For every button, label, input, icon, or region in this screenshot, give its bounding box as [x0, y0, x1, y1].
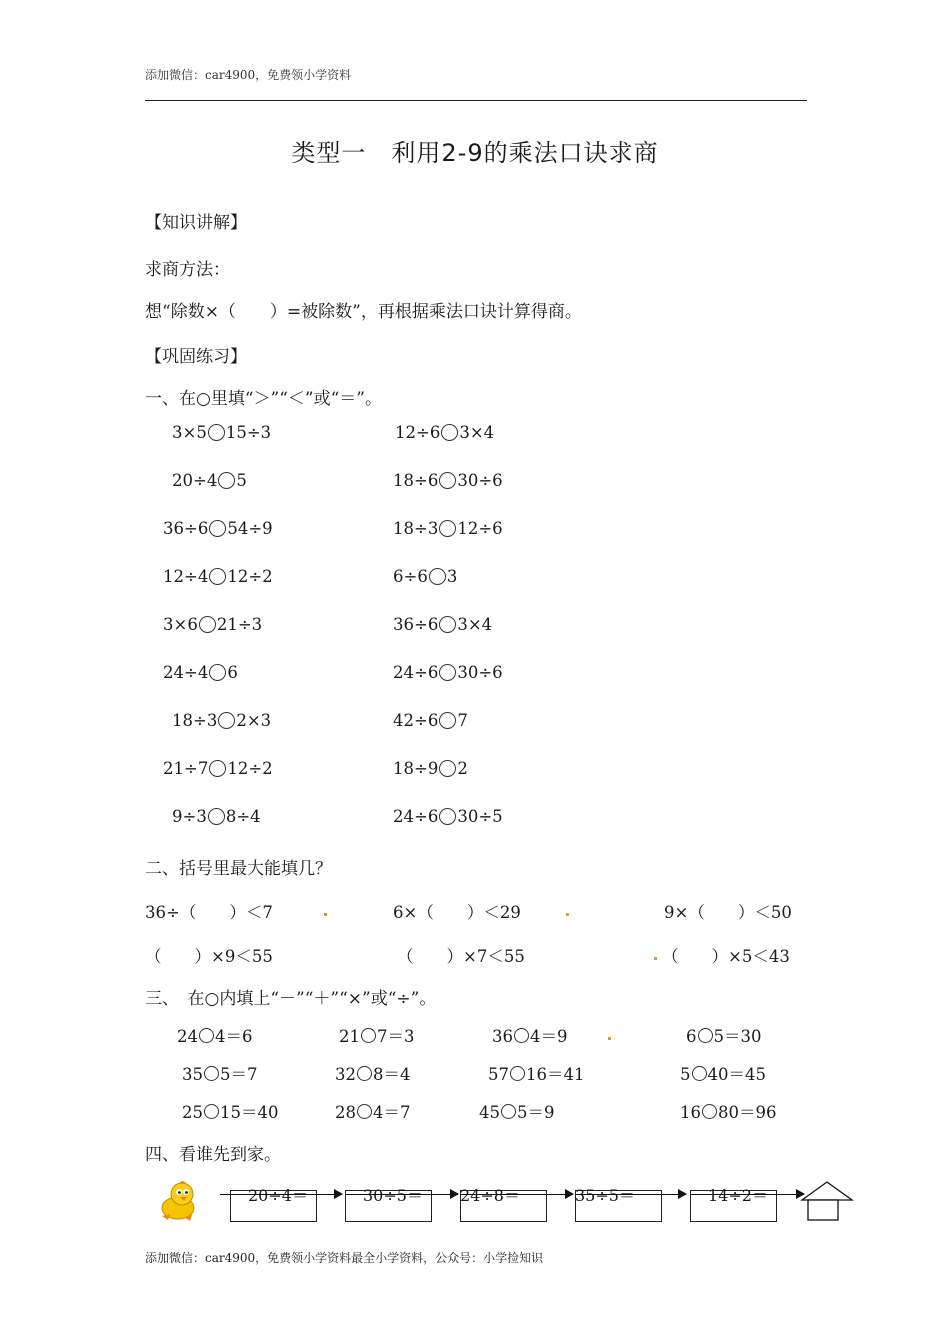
arrow-head: [450, 1189, 459, 1199]
expr-right: 21÷3: [216, 615, 263, 634]
expr-left: 21÷7: [163, 759, 209, 778]
decorative-dot: [608, 1037, 611, 1040]
expr-right: 30÷5: [457, 807, 503, 826]
compare-circle[interactable]: [439, 520, 456, 537]
arrow-line: [690, 1194, 804, 1195]
race-expression: 20÷4＝: [248, 1186, 308, 1205]
method-text: 想“除数×（ ）=被除数”，再根据乘法口诀计算得商。: [145, 302, 582, 322]
compare-circle[interactable]: [439, 616, 456, 633]
expr-left: 24÷6: [393, 807, 439, 826]
operand: 36: [492, 1027, 513, 1046]
compare-circle[interactable]: [199, 1028, 214, 1043]
compare-circle[interactable]: [510, 1066, 525, 1081]
compare-circle[interactable]: [692, 1066, 707, 1081]
compare-circle[interactable]: [357, 1066, 372, 1081]
comparison-left: [163, 567, 273, 586]
expr-right: 30÷6: [457, 471, 503, 490]
comparison-right: [393, 567, 457, 586]
comparison-right: [393, 711, 468, 730]
page-title: 类型一 利用2-9的乘法口诀求商: [291, 139, 659, 167]
compare-circle[interactable]: [218, 712, 235, 729]
s2-item: （ ）×9＜55: [145, 947, 273, 966]
comparison-left: [172, 807, 261, 826]
s2-item: （ ）×5＜43: [662, 947, 790, 966]
operand-result: 4＝6: [215, 1027, 253, 1046]
expr-left: 12÷4: [163, 567, 209, 586]
decorative-dot: [654, 957, 657, 960]
arrow-line: [220, 1194, 342, 1195]
race-expression: 24÷8＝: [460, 1186, 520, 1205]
comparison-right: [393, 807, 503, 826]
section4-title: 四、看谁先到家。: [145, 1145, 281, 1165]
expr-right: 12÷2: [227, 567, 273, 586]
comparison-right: [393, 759, 468, 778]
operator-equation: [492, 1023, 568, 1047]
decorative-dot: [324, 913, 327, 916]
compare-circle[interactable]: [209, 760, 226, 777]
compare-circle[interactable]: [441, 424, 458, 441]
section2-title: 二、括号里最大能填几？: [145, 859, 332, 879]
expr-left: 18÷3: [393, 519, 439, 538]
comparison-right: [393, 663, 503, 682]
comparison-right: [393, 471, 503, 490]
expr-left: 18÷9: [393, 759, 439, 778]
expr-right: 8÷4: [225, 807, 261, 826]
compare-circle[interactable]: [218, 472, 235, 489]
comparison-right: [393, 615, 492, 634]
operand-result: 7＝3: [377, 1027, 415, 1046]
operand: 6: [686, 1027, 697, 1046]
compare-circle[interactable]: [209, 520, 226, 537]
compare-circle[interactable]: [439, 664, 456, 681]
operand: 32: [335, 1065, 356, 1084]
expr-right: 3×4: [457, 615, 493, 634]
chick-icon: [154, 1180, 204, 1222]
compare-circle[interactable]: [698, 1028, 713, 1043]
compare-circle[interactable]: [439, 472, 456, 489]
knowledge-heading: 【知识讲解】: [145, 213, 247, 233]
comparison-left: [172, 423, 271, 442]
decorative-dot: [566, 913, 569, 916]
section1-title: 一、在○里填“＞”“＜”或“＝”。: [145, 389, 382, 409]
operand: 21: [339, 1027, 360, 1046]
operand: 25: [182, 1103, 203, 1122]
compare-circle[interactable]: [702, 1104, 717, 1119]
expr-right: 6: [227, 663, 238, 682]
expr-left: 12÷6: [395, 423, 441, 442]
expr-right: 2: [457, 759, 468, 778]
expr-left: 6÷6: [393, 567, 428, 586]
comparison-right: [395, 423, 494, 442]
operand-result: 40＝45: [707, 1065, 766, 1084]
compare-circle[interactable]: [514, 1028, 529, 1043]
comparison-left: [163, 615, 262, 634]
compare-circle[interactable]: [204, 1066, 219, 1081]
compare-circle[interactable]: [357, 1104, 372, 1119]
operand: 57: [488, 1065, 509, 1084]
comparison-left: [172, 711, 271, 730]
footer-note: 添加微信：car4900，免费领小学资料最全小学资料，公众号：小学捡知识: [145, 1251, 544, 1265]
operand-result: 4＝9: [530, 1027, 568, 1046]
operator-equation: [680, 1061, 766, 1085]
arrow-head: [334, 1189, 343, 1199]
compare-circle[interactable]: [501, 1104, 516, 1119]
expr-right: 7: [457, 711, 468, 730]
operand-result: 4＝7: [373, 1103, 411, 1122]
operator-equation: [177, 1023, 253, 1047]
s2-item: 36÷（ ）＜7: [145, 903, 273, 922]
compare-circle[interactable]: [429, 568, 446, 585]
comparison-left: [163, 663, 238, 682]
compare-circle[interactable]: [204, 1104, 219, 1119]
compare-circle[interactable]: [208, 808, 225, 825]
expr-left: 20÷4: [172, 471, 218, 490]
expr-left: 42÷6: [393, 711, 439, 730]
compare-circle[interactable]: [209, 568, 226, 585]
race-expression: 14÷2＝: [708, 1186, 768, 1205]
race-expression: 30÷5＝: [363, 1186, 423, 1205]
operand-result: 16＝41: [526, 1065, 585, 1084]
practice-heading: 【巩固练习】: [145, 347, 247, 367]
operand: 24: [177, 1027, 198, 1046]
operand-result: 5＝30: [713, 1027, 762, 1046]
arrow-line: [575, 1194, 686, 1195]
operand-result: 5＝7: [220, 1065, 258, 1084]
compare-circle[interactable]: [439, 712, 456, 729]
expr-left: 36÷6: [163, 519, 209, 538]
arrow-line: [345, 1194, 458, 1195]
s2-item: 9×（ ）＜50: [664, 903, 792, 922]
expr-left: 24÷6: [393, 663, 439, 682]
expr-right: 30÷6: [457, 663, 503, 682]
operator-equation: [335, 1099, 411, 1123]
operand: 16: [680, 1103, 701, 1122]
method-label: 求商方法：: [145, 260, 230, 280]
compare-circle[interactable]: [199, 616, 216, 633]
header-note: 添加微信：car4900，免费领小学资料: [145, 68, 352, 82]
operand-result: 5＝9: [517, 1103, 555, 1122]
expr-right: 54÷9: [227, 519, 273, 538]
expr-left: 36÷6: [393, 615, 439, 634]
operand-result: 80＝96: [718, 1103, 777, 1122]
comparison-left: [163, 519, 273, 538]
operator-equation: [182, 1061, 258, 1085]
expr-right: 5: [236, 471, 247, 490]
race-expression: 35÷5＝: [575, 1186, 635, 1205]
expr-right: 3: [446, 567, 458, 586]
expr-right: 15÷3: [225, 423, 272, 442]
comparison-left: [163, 759, 273, 778]
operand: 28: [335, 1103, 356, 1122]
operator-equation: [479, 1099, 555, 1123]
compare-circle[interactable]: [361, 1028, 376, 1043]
operand-result: 8＝4: [373, 1065, 411, 1084]
operator-equation: [339, 1023, 415, 1047]
compare-circle[interactable]: [208, 424, 225, 441]
compare-circle[interactable]: [439, 808, 456, 825]
operator-equation: [680, 1099, 777, 1123]
expr-left: 3×5: [172, 423, 207, 442]
comparison-left: [172, 471, 247, 490]
arrow-head: [678, 1189, 687, 1199]
arrow-head: [565, 1189, 574, 1199]
operand: 45: [479, 1103, 500, 1122]
arrow-line: [460, 1194, 573, 1195]
s2-item: 6×（ ）＜29: [393, 903, 521, 922]
operator-equation: [488, 1061, 585, 1085]
operator-equation: [335, 1061, 411, 1085]
compare-circle[interactable]: [209, 664, 226, 681]
expr-left: 9÷3: [172, 807, 207, 826]
expr-left: 3×6: [163, 615, 198, 634]
expr-right: 12÷6: [457, 519, 503, 538]
comparison-right: [393, 519, 503, 538]
expr-right: 2×3: [236, 711, 272, 730]
expr-left: 24÷4: [163, 663, 209, 682]
house-icon: [800, 1180, 856, 1222]
expr-left: 18÷6: [393, 471, 439, 490]
operand-result: 15＝40: [220, 1103, 279, 1122]
header-divider: [145, 100, 807, 101]
operator-equation: [686, 1023, 762, 1047]
operand: 5: [680, 1065, 691, 1084]
section3-title: 三、 在○内填上“－”“＋”“×”或“÷”。: [145, 989, 437, 1009]
s2-item: （ ）×7＜55: [397, 947, 525, 966]
expr-right: 3×4: [459, 423, 495, 442]
compare-circle[interactable]: [439, 760, 456, 777]
expr-right: 12÷2: [227, 759, 273, 778]
expr-left: 18÷3: [172, 711, 218, 730]
operand: 35: [182, 1065, 203, 1084]
operator-equation: [182, 1099, 279, 1123]
